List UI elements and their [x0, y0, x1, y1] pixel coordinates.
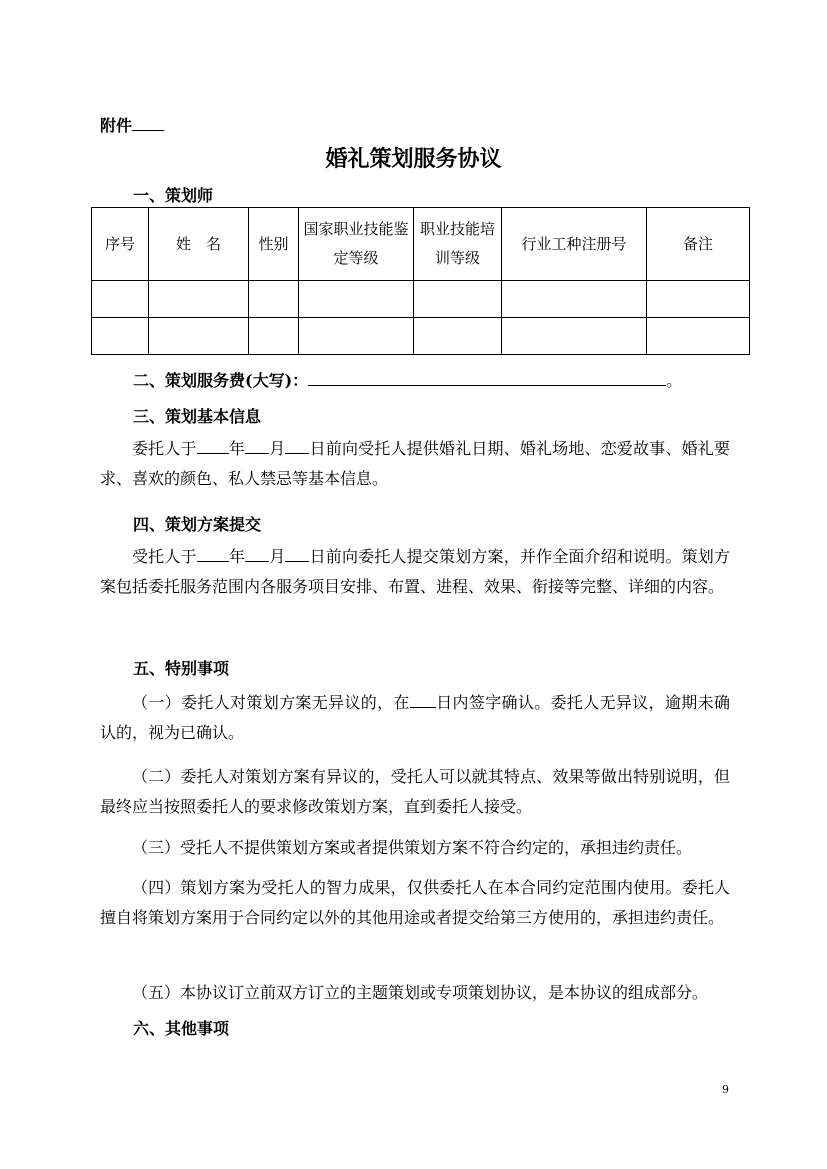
table-cell	[502, 281, 647, 318]
plan-submission-paragraph: 受托人于 年 月 日前向委托人提交策划方案，并作全面介绍和说明。策划方案包括委托服务范围内各服务项目安排、布置、进程、效果、衔接等完整、详细的内容。	[100, 547, 730, 596]
table-header-row	[92, 208, 750, 281]
table-header: 行业工种注册号	[502, 208, 647, 281]
basic-info-paragraph: 委托人于 年 月 日前向受托人提供婚礼日期、婚礼场地、恋爱故事、婚礼要求、喜欢的颜色、私人禁忌等基本信息。	[100, 439, 730, 488]
table-cell	[502, 318, 647, 355]
special-matter-2: （二）委托人对策划方案有异议的，受托人可以就其特点、效果等做出特别说明，但最终应当按照委托人的要求修改策划方案，直到委托人接受。	[100, 767, 730, 816]
table-cell	[149, 318, 249, 355]
page-number: 9	[722, 1083, 729, 1096]
table-row	[92, 281, 750, 318]
table-header: 职业技能培训等级	[414, 208, 502, 281]
table-cell	[249, 318, 299, 355]
section-heading-planner: 一、策划师	[133, 186, 214, 205]
table-header: 备注	[647, 208, 750, 281]
section-heading-special-matters: 五、特别事项	[133, 659, 230, 678]
service-fee-blank	[308, 369, 666, 386]
table-cell	[414, 281, 502, 318]
table-cell	[647, 281, 750, 318]
table-header: 性别	[249, 208, 299, 281]
special-matter-5: （五）本协议订立前双方订立的主题策划或专项策划协议，是本协议的组成部分。	[132, 983, 709, 1002]
table-header: 姓 名	[149, 208, 249, 281]
service-fee-line	[133, 368, 682, 391]
section-heading-service-fee: 二、策划服务费(大写)：	[133, 371, 309, 390]
table-cell	[414, 318, 502, 355]
table-cell	[299, 318, 414, 355]
section-heading-other-matters: 六、其他事项	[133, 1019, 230, 1038]
special-matter-3: （三）受托人不提供策划方案或者提供策划方案不符合约定的，承担违约责任。	[132, 838, 693, 857]
table-cell	[299, 281, 414, 318]
table-cell	[92, 318, 149, 355]
table-header: 序号	[92, 208, 149, 281]
table-cell	[249, 281, 299, 318]
service-fee-period: 。	[666, 371, 683, 390]
section-heading-plan-submission: 四、策划方案提交	[133, 515, 262, 534]
section-heading-basic-info: 三、策划基本信息	[133, 407, 262, 426]
table-cell	[647, 318, 750, 355]
document-title: 婚礼策划服务协议	[325, 146, 502, 172]
special-matter-4: （四）策划方案为受托人的智力成果，仅供委托人在本合同约定范围内使用。委托人擅自将策划方案用于合同约定以外的其他用途或者提交给第三方使用的，承担违约责任。	[100, 878, 730, 927]
table-row	[92, 318, 750, 355]
special-matter-1: （一）委托人对策划方案无异议的，在 日内签字确认。委托人无异议，逾期未确认的，视为已确认。	[100, 693, 730, 742]
attachment-blank	[132, 114, 164, 131]
table-header: 国家职业技能鉴定等级	[299, 208, 414, 281]
planner-table	[91, 207, 750, 355]
attachment-label: 附件	[100, 113, 164, 136]
table-cell	[149, 281, 249, 318]
table-cell	[92, 281, 149, 318]
